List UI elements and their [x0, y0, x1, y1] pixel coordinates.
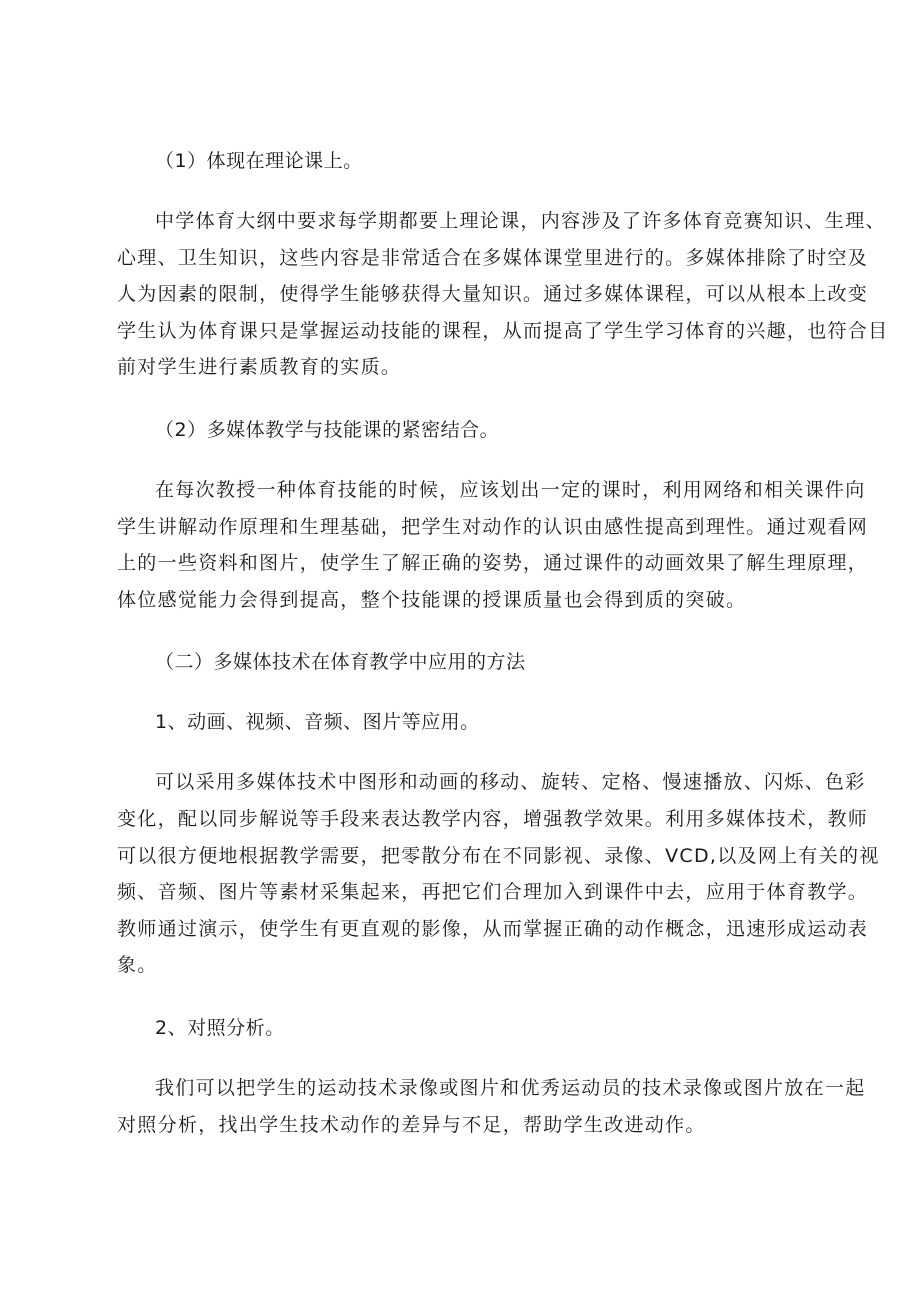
- paragraph-skills: [117, 472, 869, 618]
- text-line: 在每次教授一种体育技能的时候，应该划出一定的课时，利用网络和相关课件向: [155, 478, 866, 501]
- paragraph-theory: [117, 203, 889, 386]
- text-line: 频、音频、图片等素材采集起来，再把它们合理加入到课件中去，应用于体育教学。: [117, 881, 869, 904]
- paragraph-comparison: [117, 1070, 866, 1143]
- section-heading-methods: （二）多媒体技术在体育教学中应用的方法: [155, 651, 526, 674]
- text-line: 上的一些资料和图片，使学生了解正确的姿势，通过课件的动画效果了解生理原理，: [117, 552, 869, 575]
- text-line: 前对学生进行素质教育的实质。: [117, 356, 402, 379]
- text-line: 可以很方便地根据教学需要，把零散分布在不同影视、录像、VCD,以及网上有关的视: [117, 844, 880, 867]
- text-line: 对照分析，找出学生技术动作的差异与不足，帮助学生改进动作。: [117, 1113, 706, 1136]
- text-line: 变化，配以同步解说等手段来表达教学内容，增强教学效果。利用多媒体技术，教师: [117, 807, 869, 830]
- text-line: 学生认为体育课只是掌握运动技能的课程，从而提高了学生学习体育的兴趣，也符合目: [117, 319, 889, 342]
- paragraph-media: [117, 764, 880, 984]
- document-body: [117, 143, 889, 1143]
- text-line: 中学体育大纲中要求每学期都要上理论课，内容涉及了许多体育竞赛知识、生理、: [155, 210, 886, 232]
- text-line: 人为因素的限制，使得学生能够获得大量知识。通过多媒体课程，可以从根本上改变: [117, 283, 869, 306]
- text-line: 体位感觉能力会得到提高，整个技能课的授课质量也会得到质的突破。: [117, 588, 747, 611]
- text-line: 学生讲解动作原理和生理基础，把学生对动作的认识由感性提高到理性。通过观看网: [117, 515, 869, 538]
- text-line: 象。: [117, 954, 158, 977]
- text-line: 教师通过演示，使学生有更直观的影像，从而掌握正确的动作概念，迅速形成运动表: [117, 917, 869, 940]
- section-heading-theory: （1）体现在理论课上。: [155, 150, 363, 172]
- subsection-heading-comparison: 2、对照分析。: [155, 1016, 285, 1039]
- text-line: 我们可以把学生的运动技术录像或图片和优秀运动员的技术录像或图片放在一起: [155, 1076, 866, 1099]
- subsection-heading-media: 1、动画、视频、音频、图片等应用。: [155, 711, 480, 734]
- text-line: 心理、卫生知识，这些内容是非常适合在多媒体课堂里进行的。多媒体排除了时空及: [117, 246, 869, 269]
- text-line: 可以采用多媒体技术中图形和动画的移动、旋转、定格、慢速播放、闪烁、色彩: [155, 771, 866, 794]
- section-heading-skills: （2）多媒体教学与技能课的紧密结合。: [155, 418, 500, 441]
